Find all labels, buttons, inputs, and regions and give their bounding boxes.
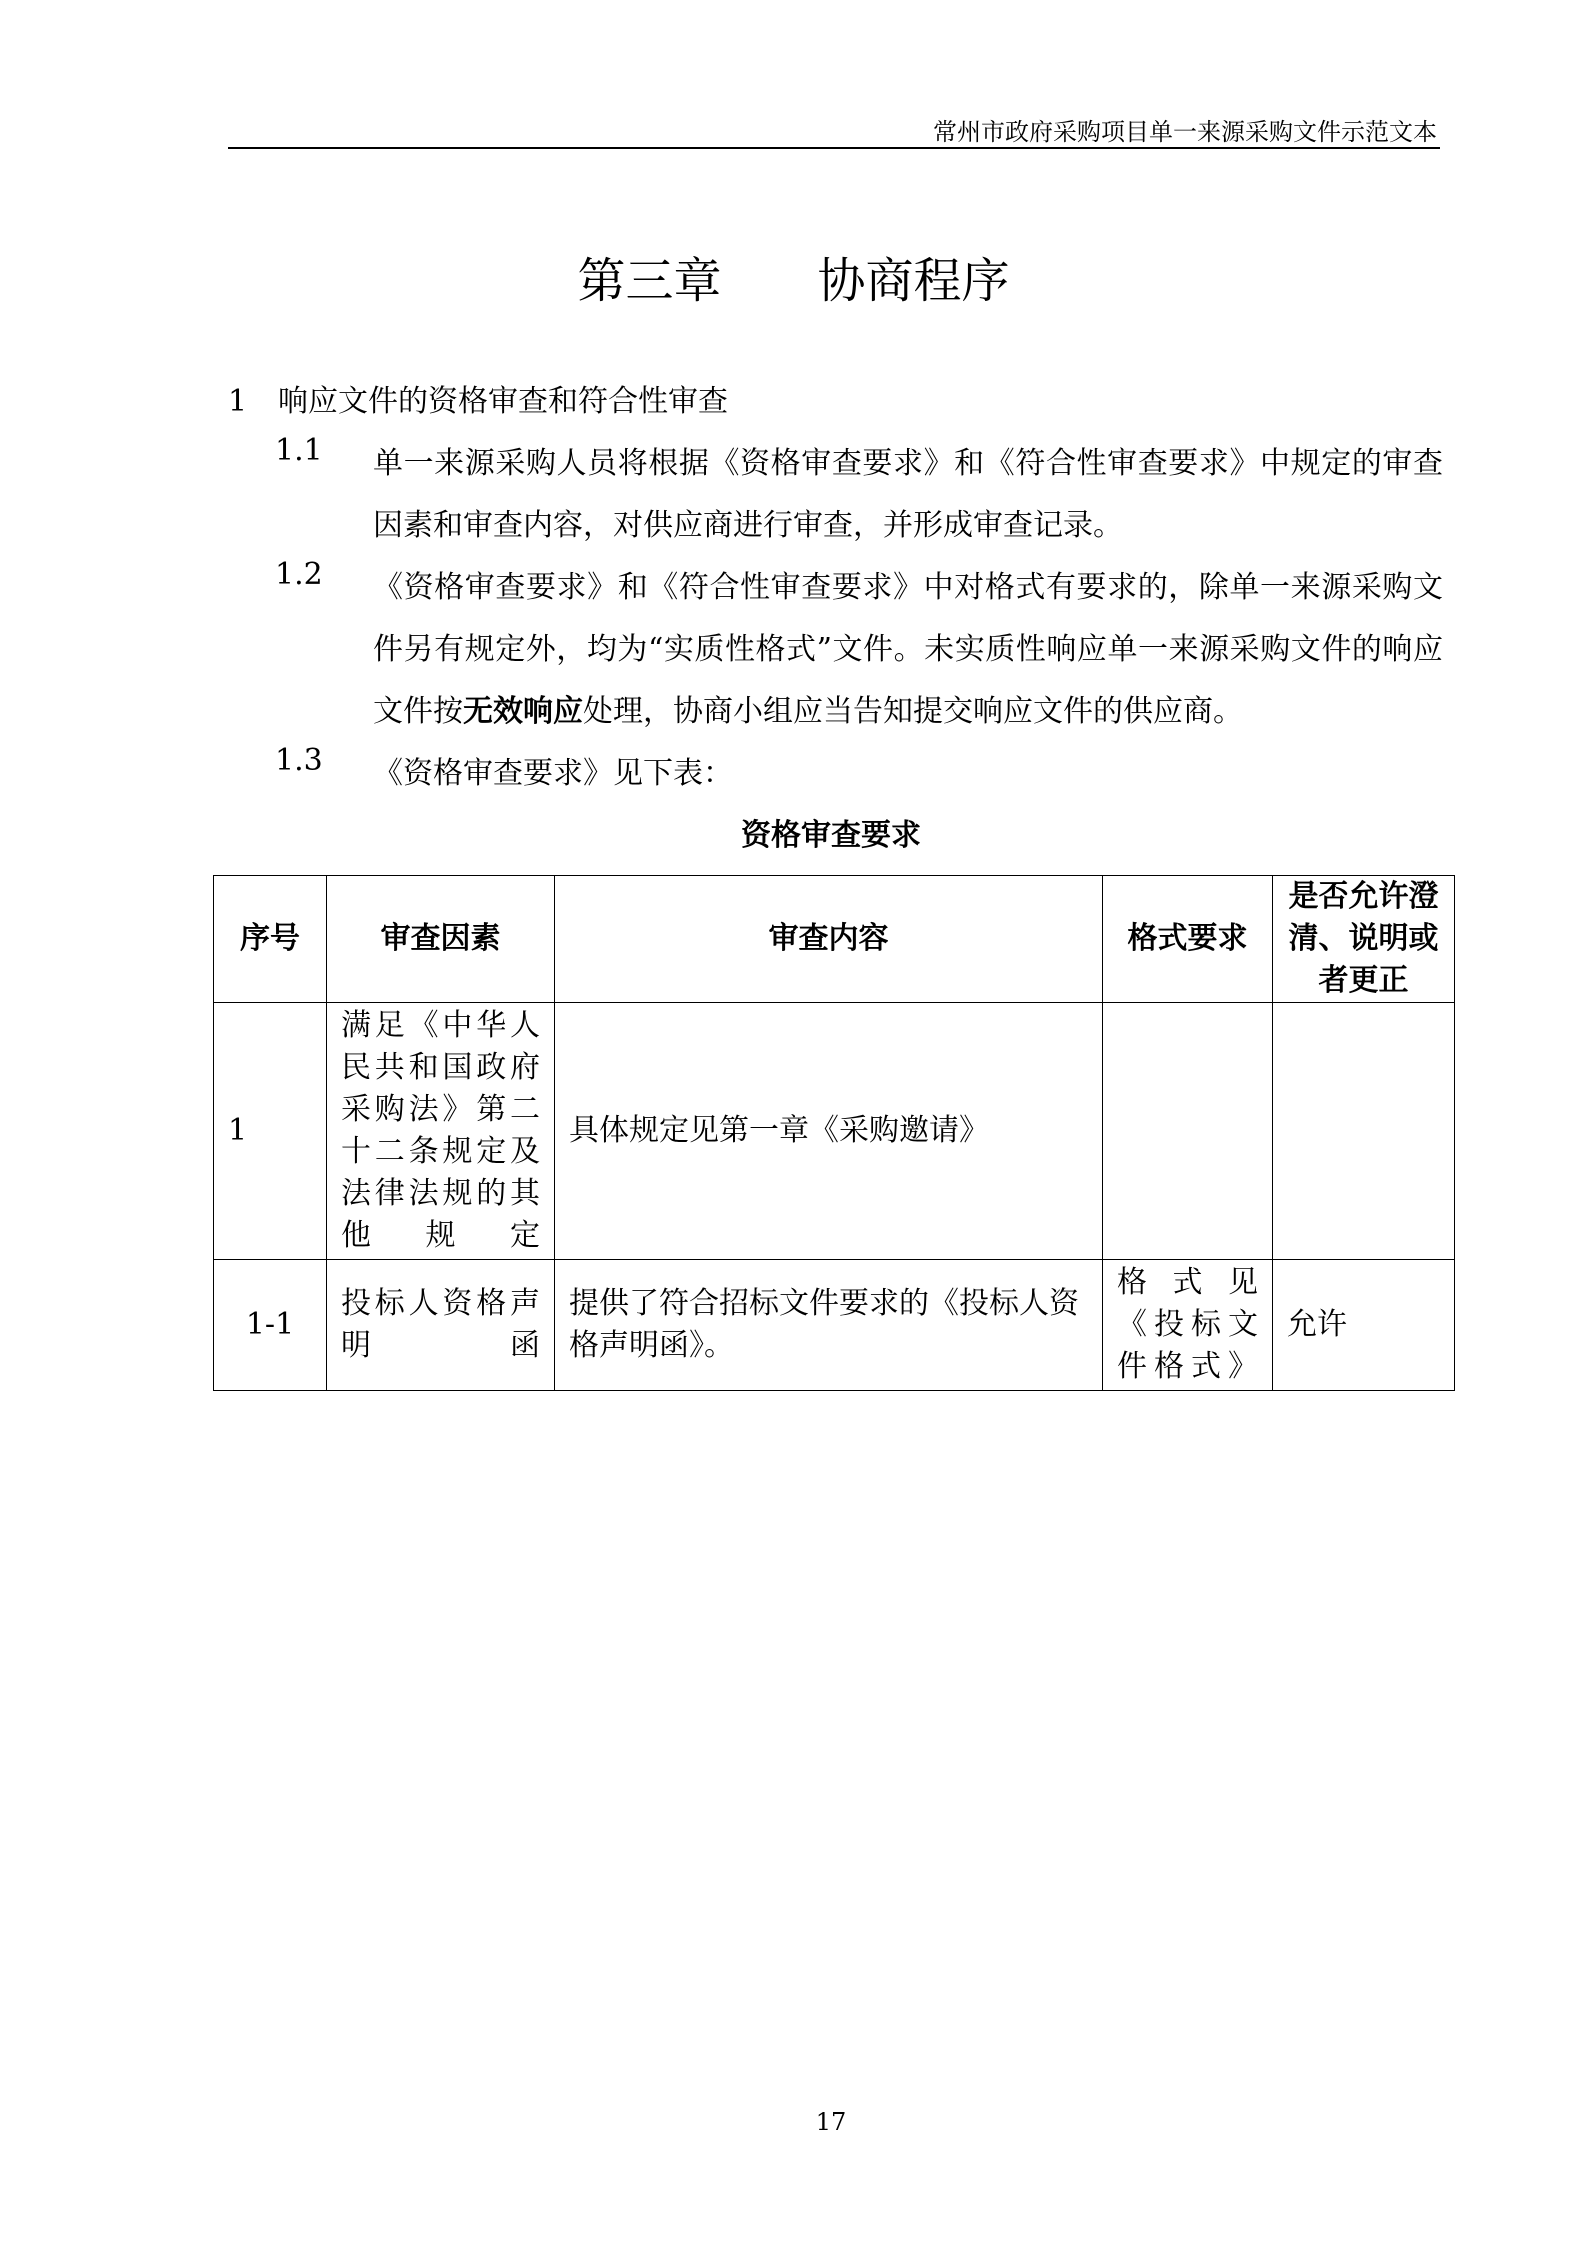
header-rule	[228, 147, 1440, 149]
cell-allow: 允许	[1273, 1260, 1455, 1391]
cell-content: 具体规定见第一章《采购邀请》	[555, 1003, 1103, 1260]
running-header: 常州市政府采购项目单一来源采购文件示范文本	[933, 118, 1437, 146]
header-factor: 审查因素	[327, 876, 555, 1003]
table-row	[214, 1003, 1455, 1260]
clause-text: 《资格审查要求》见下表：	[373, 756, 733, 791]
chapter-title: 第三章 协商程序	[577, 253, 1010, 309]
clause-number: 1.2	[275, 557, 323, 592]
cell-format	[1103, 1003, 1273, 1260]
clause-1-1	[275, 433, 1443, 557]
table-header-row	[214, 876, 1455, 1003]
qualification-review-table	[213, 875, 1455, 1391]
cell-factor: 满足《中华人民共和国政府采购法》第二十二条规定及法律法规的其他规定	[327, 1003, 555, 1260]
emphasis-invalid-response: 无效响应	[463, 694, 583, 729]
page-number: 17	[815, 2108, 847, 2136]
cell-no: 1-1	[214, 1260, 327, 1391]
table-title: 资格审查要求	[741, 818, 921, 853]
clause-1-2	[275, 557, 1443, 743]
clause-text: 单一来源采购人员将根据《资格审查要求》和《符合性审查要求》中规定的审查因素和审查内容，对供应商进行审查，并形成审查记录。	[373, 446, 1443, 543]
clause-text: 《资格审查要求》和《符合性审查要求》中对格式有要求的，除单一来源采购文件另有规定外，均为“实质性格式”文件。未实质性响应单一来源采购文件的响应文件按无效响应处理，协商小组应当告知提交响应文件的供应商。	[373, 570, 1443, 729]
cell-format: 格式见《投标文件格式》	[1103, 1260, 1273, 1391]
cell-allow	[1273, 1003, 1455, 1260]
cell-factor: 投标人资格声明函	[327, 1260, 555, 1391]
section-heading	[228, 376, 728, 420]
clause-number: 1.3	[275, 743, 323, 778]
clause-1-3	[275, 743, 1443, 805]
header-content: 审查内容	[555, 876, 1103, 1003]
table-row	[214, 1260, 1455, 1391]
header-no: 序号	[214, 876, 327, 1003]
cell-content: 提供了符合招标文件要求的《投标人资格声明函》。	[555, 1260, 1103, 1391]
cell-no: 1	[214, 1003, 327, 1260]
section-title: 响应文件的资格审查和符合性审查	[278, 384, 728, 419]
header-allow: 是否允许澄清、说明或者更正	[1273, 876, 1455, 1003]
section-number: 1	[228, 384, 248, 419]
header-format: 格式要求	[1103, 876, 1273, 1003]
clause-number: 1.1	[275, 433, 323, 468]
